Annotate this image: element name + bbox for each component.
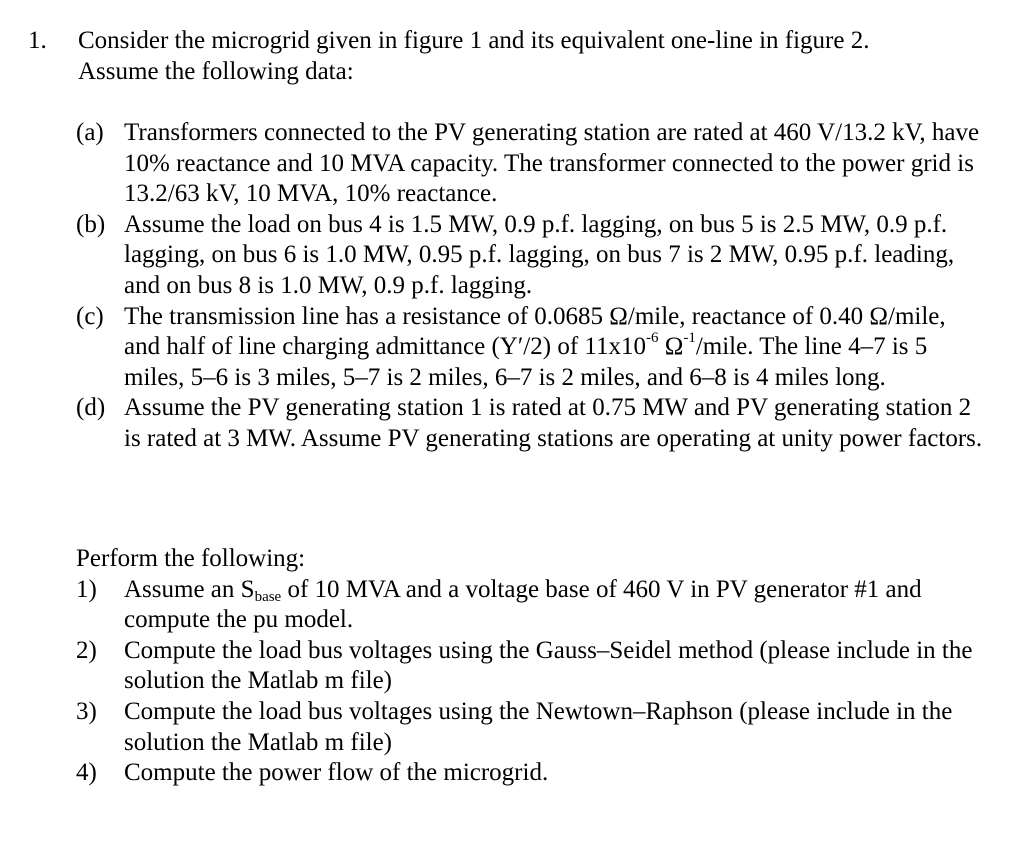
- task-text-part2: of 10 MVA and a voltage base of 460 V in PV generator #1 and compute the pu model.: [124, 575, 922, 634]
- assumption-label: (b): [76, 210, 106, 238]
- task-label: 3): [76, 697, 97, 725]
- task-label: 2): [76, 636, 97, 664]
- exponent-1: -6: [645, 330, 659, 347]
- assumption-label: (c): [76, 302, 104, 330]
- task-3: [76, 697, 986, 758]
- assumption-text-part1: The transmission line has a resistance of 0.0685 Ω/mile, reactance of 0.40 Ω/mile, and half of line charging admittance (Y′/2) of 11x10: [124, 302, 946, 361]
- assumption-b: [76, 210, 986, 302]
- task-4: [76, 758, 986, 789]
- assumption-text-part2: Ω: [658, 333, 684, 361]
- task-2: [76, 636, 986, 697]
- problem-number: 1.: [28, 27, 47, 54]
- task-text: Compute the load bus voltages using the Newtown–Raphson (please include in the solution the Matlab m file): [124, 697, 953, 756]
- assumption-text: Assume the PV generating station 1 is rated at 0.75 MW and PV generating station 2 is rated at 3 MW. Assume PV generating stations are operating at unity power factors.: [124, 394, 983, 452]
- assumption-c: [76, 302, 986, 394]
- subscript-base: base: [254, 588, 282, 605]
- task-text: Compute the load bus voltages using the Gauss–Seidel method (please include in the solution the Matlab m file): [124, 636, 973, 695]
- intro-line-2: Assume the following data:: [78, 57, 354, 85]
- problem-intro: [78, 26, 978, 87]
- assumption-text: Transformers connected to the PV generating station are rated at 460 V/13.2 kV, have 10% reactance and 10 MVA capacity. The transformer connected to the power grid is 13.2/63 kV, 10 MVA, 10% reactance.: [124, 119, 980, 208]
- assumption-text: Assume the load on bus 4 is 1.5 MW, 0.9 p.f. lagging, on bus 5 is 2.5 MW, 0.9 p.f. lagging, on bus 6 is 1.0 MW, 0.95 p.f. lagging, on bus 7 is 2 MW, 0.95 p.f. leading, and on bus 8 is 1.0 MW, 0.9 p.f. lagging.: [124, 210, 955, 299]
- task-text: Compute the power flow of the microgrid.: [124, 759, 549, 787]
- assumption-a: [76, 118, 986, 210]
- perform-title: Perform the following:: [76, 545, 306, 572]
- task-1: [76, 575, 986, 636]
- intro-line-1: Consider the microgrid given in figure 1 and its equivalent one-line in figure 2.: [78, 27, 870, 54]
- assumption-label: (d): [76, 394, 106, 422]
- perform-section: [76, 544, 986, 789]
- exponent-2: -1: [683, 330, 696, 347]
- task-label: 1): [76, 575, 97, 603]
- task-label: 4): [76, 759, 97, 787]
- assumptions-list: [76, 118, 986, 455]
- assumption-label: (a): [76, 119, 104, 146]
- assumption-text-part3: /mile. The line 4–7 is 5 miles, 5–6 is 3 miles, 5–7 is 2 miles, 6–7 is 2 miles, and 6–8 is 4 miles long.: [124, 333, 928, 391]
- assumption-d: [76, 393, 986, 454]
- task-text-part1: Assume an S: [124, 575, 255, 603]
